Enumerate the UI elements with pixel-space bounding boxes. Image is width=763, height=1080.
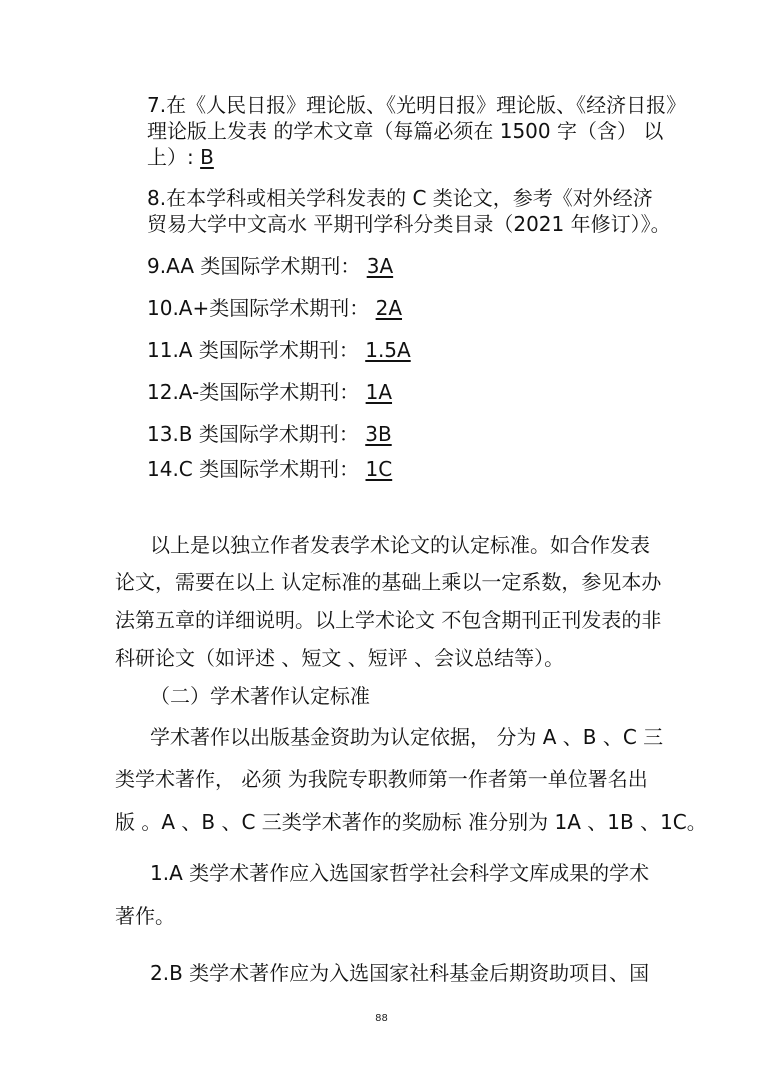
journal-label: 14.C 类国际学术期刊： [147, 457, 360, 481]
journal-line-11 [147, 337, 411, 363]
books-line-2: 类学术著作， 必须 为我院专职教师第一作者第一单位署名出 [115, 767, 648, 791]
journal-grade: 2A [375, 296, 403, 320]
books-a-line-2: 著作。 [115, 904, 175, 928]
journal-grade: 3B [365, 422, 392, 446]
item7-line2: 理论版上发表 的学术文章（每篇必须在 1500 字（含） 以 [147, 119, 664, 143]
item7-line3 [147, 144, 214, 170]
books-line-1: 学术著作以出版基金资助为认定依据， 分为 A 、B 、C 三 [150, 725, 664, 749]
journal-label: 9.AA 类国际学术期刊： [147, 254, 361, 278]
item7-line1: 7.在《人民日报》理论版、《光明日报》理论版、《经济日报》 [147, 93, 687, 117]
standalone-line-1: 以上是以独立作者发表学术论文的认定标准。如合作发表 [150, 533, 650, 557]
standalone-line-3: 法第五章的详细说明。以上学术论文 不包含期刊正刊发表的非 [115, 608, 662, 632]
journal-label: 12.A-类国际学术期刊： [147, 380, 360, 404]
books-a-line-1: 1.A 类学术著作应入选国家哲学社会科学文库成果的学术 [150, 861, 650, 885]
page-number: 88 [375, 1013, 388, 1024]
journal-line-10 [147, 295, 402, 321]
journal-line-12 [147, 379, 392, 405]
standalone-line-4: 科研论文（如评述 、短文 、短评 、会议总结等）。 [115, 646, 565, 670]
journal-label: 11.A 类国际学术期刊： [147, 338, 359, 362]
standalone-line-2: 论文，需要在以上 认定标准的基础上乘以一定系数，参见本办 [115, 570, 662, 594]
item7-line3-prefix: 上）: [147, 145, 201, 169]
item8-line2: 贸易大学中文高水 平期刊学科分类目录（2021 年修订）》。 [147, 212, 671, 236]
journal-grade: 1.5A [365, 338, 411, 362]
books-line-3: 版 。A 、B 、C 三类学术著作的奖励标 准分别为 1A 、1B 、1C。 [115, 810, 707, 834]
journal-grade: 3A [366, 254, 394, 278]
journal-line-13 [147, 421, 392, 447]
journal-grade: 1C [365, 457, 393, 481]
journal-label: 13.B 类国际学术期刊： [147, 422, 359, 446]
journal-line-14 [147, 456, 392, 482]
books-b-line-1: 2.B 类学术著作应为入选国家社科基金后期资助项目、国 [150, 961, 650, 985]
journal-grade: 1A [365, 380, 393, 404]
item8-line1: 8.在本学科或相关学科发表的 C 类论文，参考《对外经济 [147, 186, 653, 210]
journal-label: 10.A+类国际学术期刊： [147, 296, 370, 320]
section2-heading: （二）学术著作认定标准 [150, 684, 370, 708]
journal-line-9 [147, 253, 393, 279]
item7-grade: B [200, 145, 214, 169]
